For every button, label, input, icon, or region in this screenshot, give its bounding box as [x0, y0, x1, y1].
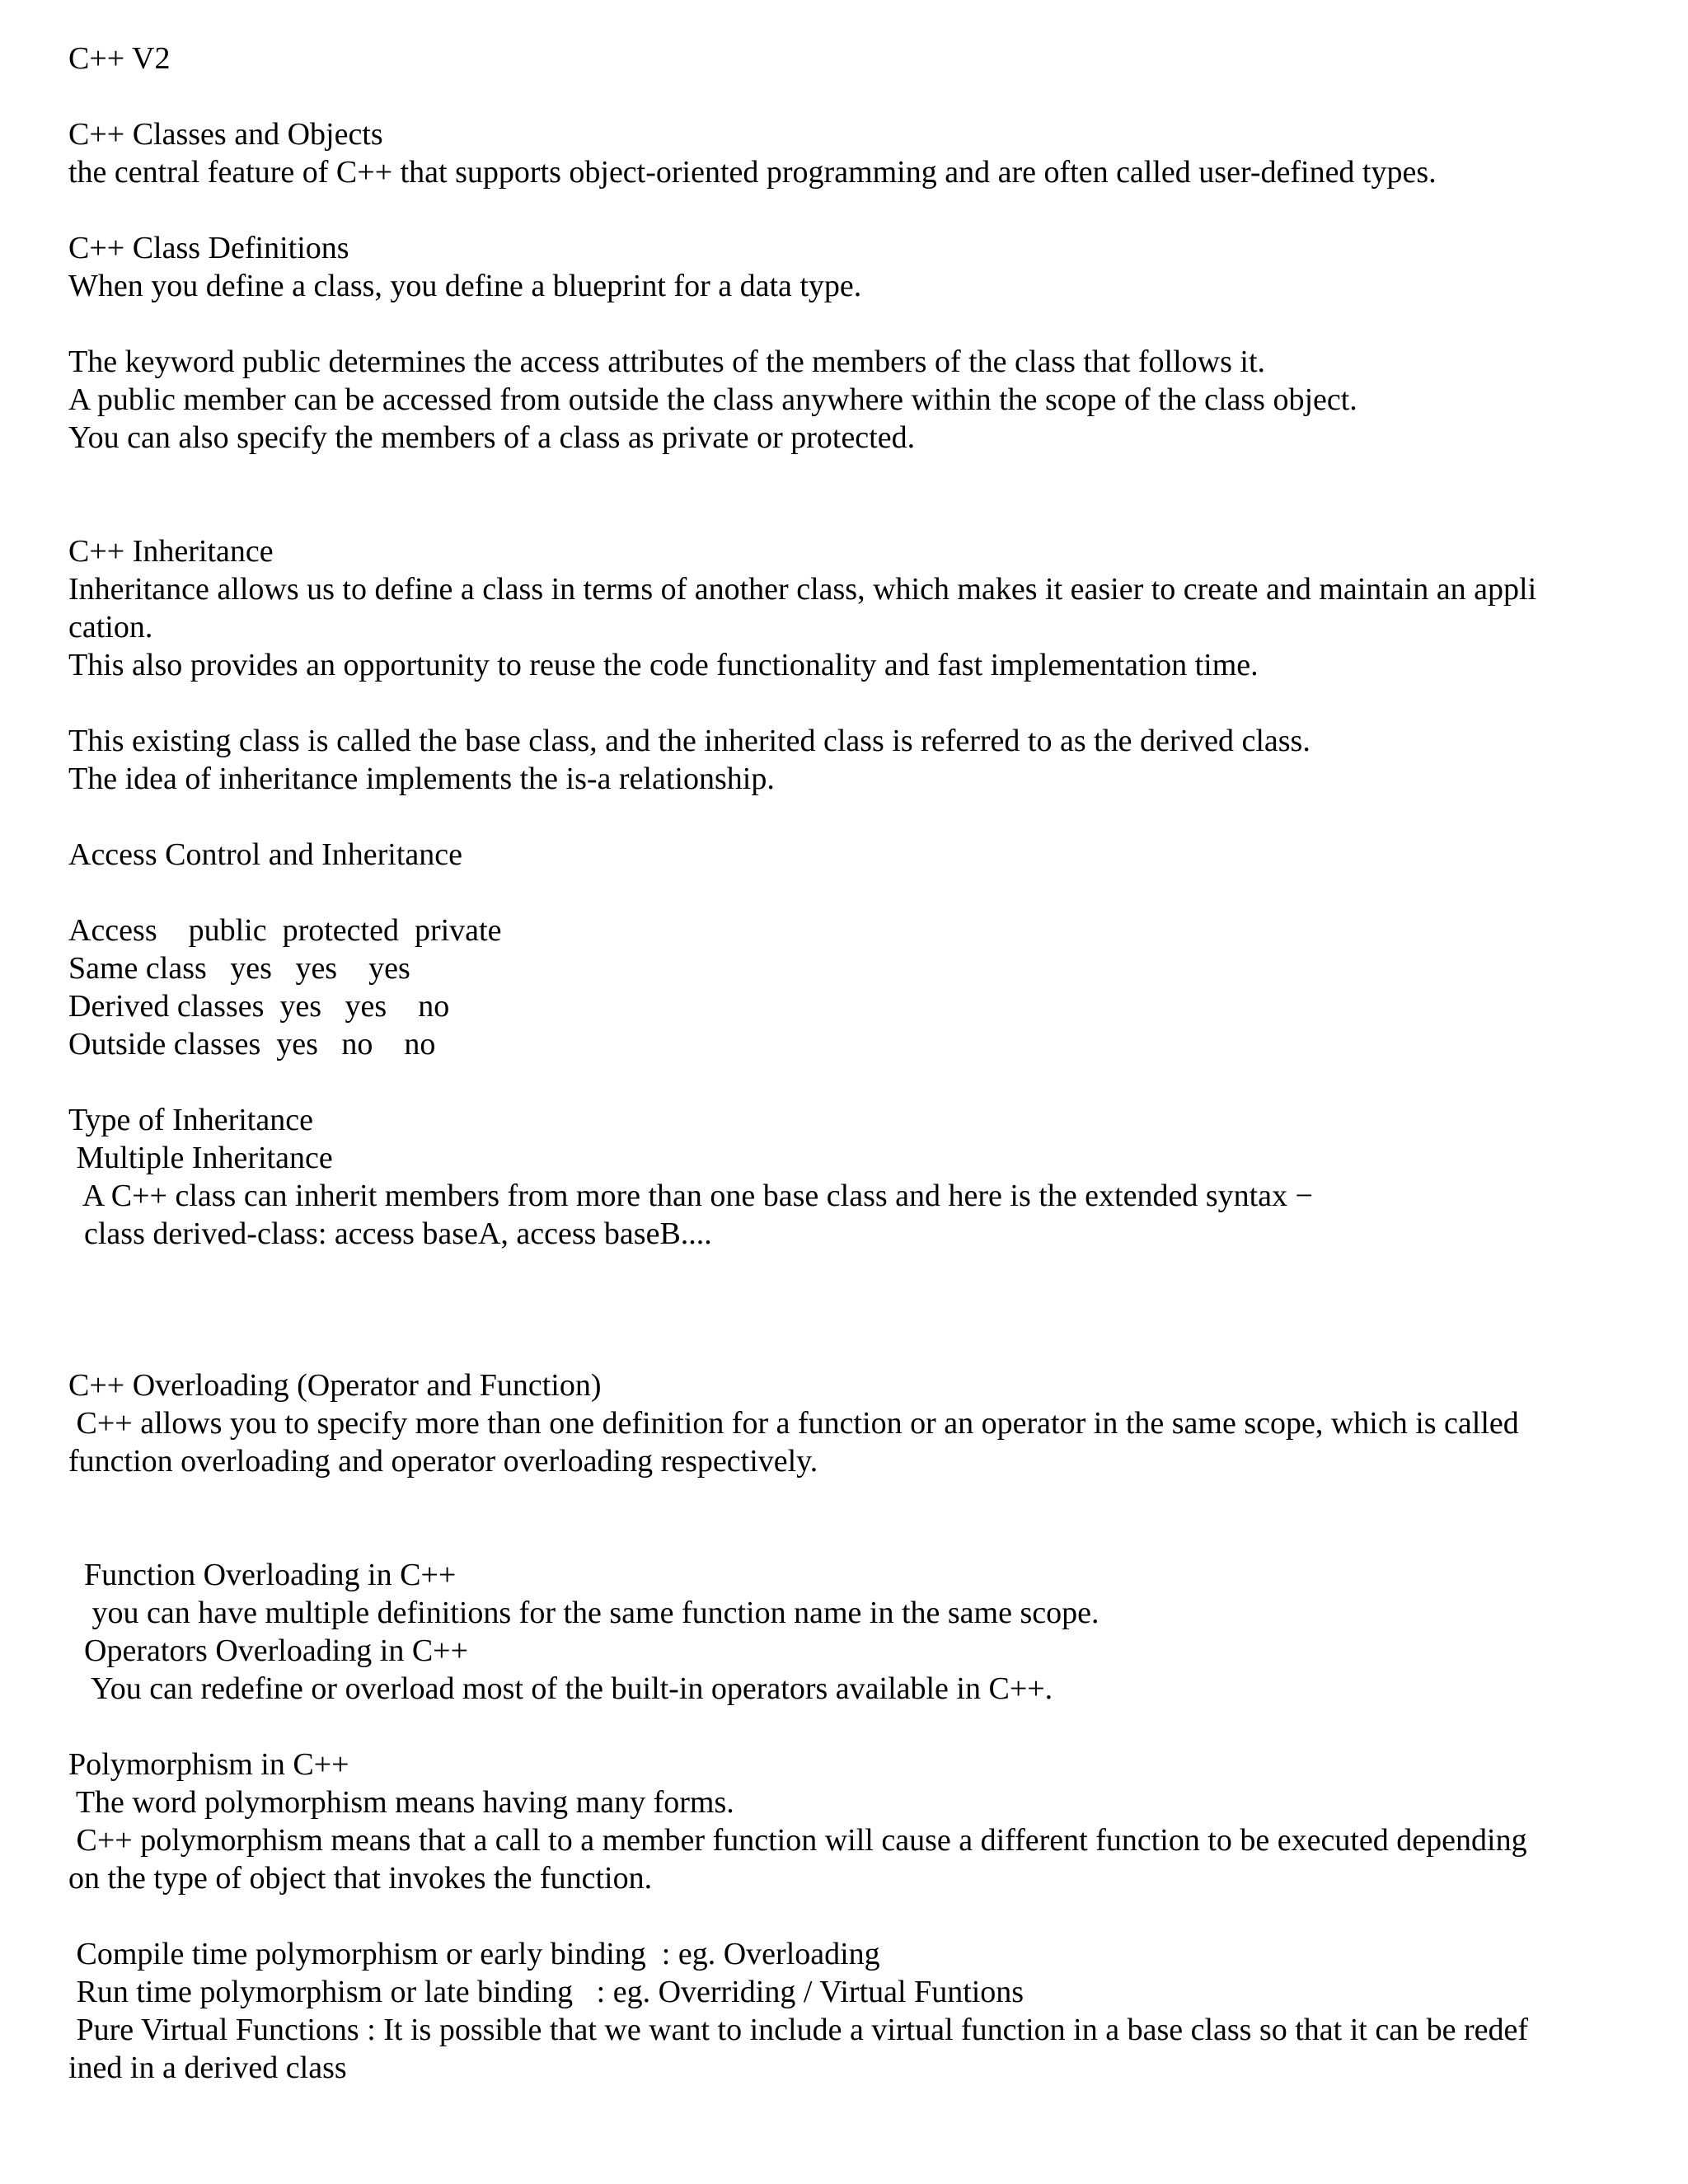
access-table-row: Outside classes yes no no — [68, 1027, 436, 1062]
access-table-row: Derived classes yes yes no — [68, 989, 450, 1024]
paragraph-line: The keyword public determines the access attributes of the members of the class that follows it. — [68, 344, 1266, 379]
function-overloading-heading: Function Overloading in C++ — [68, 1558, 457, 1592]
inheritance-types-heading: Type of Inheritance — [68, 1103, 313, 1137]
classes-heading: C++ Classes and Objects — [68, 117, 383, 152]
classes-description: the central feature of C++ that supports object-oriented programming and are often called user-defined types. — [68, 155, 1437, 190]
compile-time-line: Compile time polymorphism or early binding : eg. Overloading — [68, 1937, 880, 1971]
access-table-row: Same class yes yes yes — [68, 951, 410, 986]
overloading-heading: C++ Overloading (Operator and Function) — [68, 1368, 602, 1403]
access-table-header: Access public protected private — [68, 913, 502, 948]
paragraph-line: This existing class is called the base class, and the inherited class is referred to as the derived class. — [68, 724, 1311, 758]
paragraph-line: Inheritance allows us to define a class in terms of another class, which makes it easier to create and maintain an appli — [68, 572, 1537, 607]
paragraph-line: you can have multiple definitions for the same function name in the same scope. — [68, 1596, 1100, 1630]
paragraph-line: The word polymorphism means having many forms. — [68, 1785, 734, 1820]
paragraph-line: on the type of object that invokes the function. — [68, 1861, 653, 1896]
paragraph-line: C++ polymorphism means that a call to a member function will cause a different function to be executed depending — [68, 1823, 1527, 1858]
syntax-line: class derived-class: access baseA, access baseB.... — [68, 1216, 712, 1251]
run-time-line: Run time polymorphism or late binding : eg. Overriding / Virtual Funtions — [68, 1975, 1025, 2009]
paragraph-line: You can also specify the members of a class as private or protected. — [68, 420, 916, 455]
paragraph-line: cation. — [68, 610, 153, 644]
paragraph-line: function overloading and operator overloading respectively. — [68, 1444, 818, 1479]
pure-virtual-line: ined in a derived class — [68, 2050, 347, 2085]
paragraph-line: A public member can be accessed from outside the class anywhere within the scope of the class object. — [68, 382, 1357, 417]
paragraph-line: You can redefine or overload most of the built-in operators available in C++. — [68, 1671, 1053, 1706]
paragraph-line: C++ allows you to specify more than one definition for a function or an operator in the same scope, which is called — [68, 1406, 1519, 1441]
multiple-inheritance-subheading: Multiple Inheritance — [68, 1141, 333, 1175]
polymorphism-heading: Polymorphism in C++ — [68, 1747, 349, 1782]
class-definitions-description: When you define a class, you define a blueprint for a data type. — [68, 269, 862, 303]
pure-virtual-line: Pure Virtual Functions : It is possible that we want to include a virtual function in a base class so that it can be redef — [68, 2013, 1528, 2047]
class-definitions-heading: C++ Class Definitions — [68, 231, 349, 265]
inheritance-heading: C++ Inheritance — [68, 534, 274, 569]
document-title: C++ V2 — [68, 41, 171, 76]
paragraph-line: The idea of inheritance implements the is-a relationship. — [68, 762, 775, 796]
operator-overloading-heading: Operators Overloading in C++ — [68, 1633, 469, 1668]
access-control-heading: Access Control and Inheritance — [68, 837, 462, 872]
paragraph-line: This also provides an opportunity to reuse the code functionality and fast implementation time. — [68, 648, 1259, 682]
paragraph-line: A C++ class can inherit members from more than one base class and here is the extended syntax − — [68, 1179, 1313, 1213]
